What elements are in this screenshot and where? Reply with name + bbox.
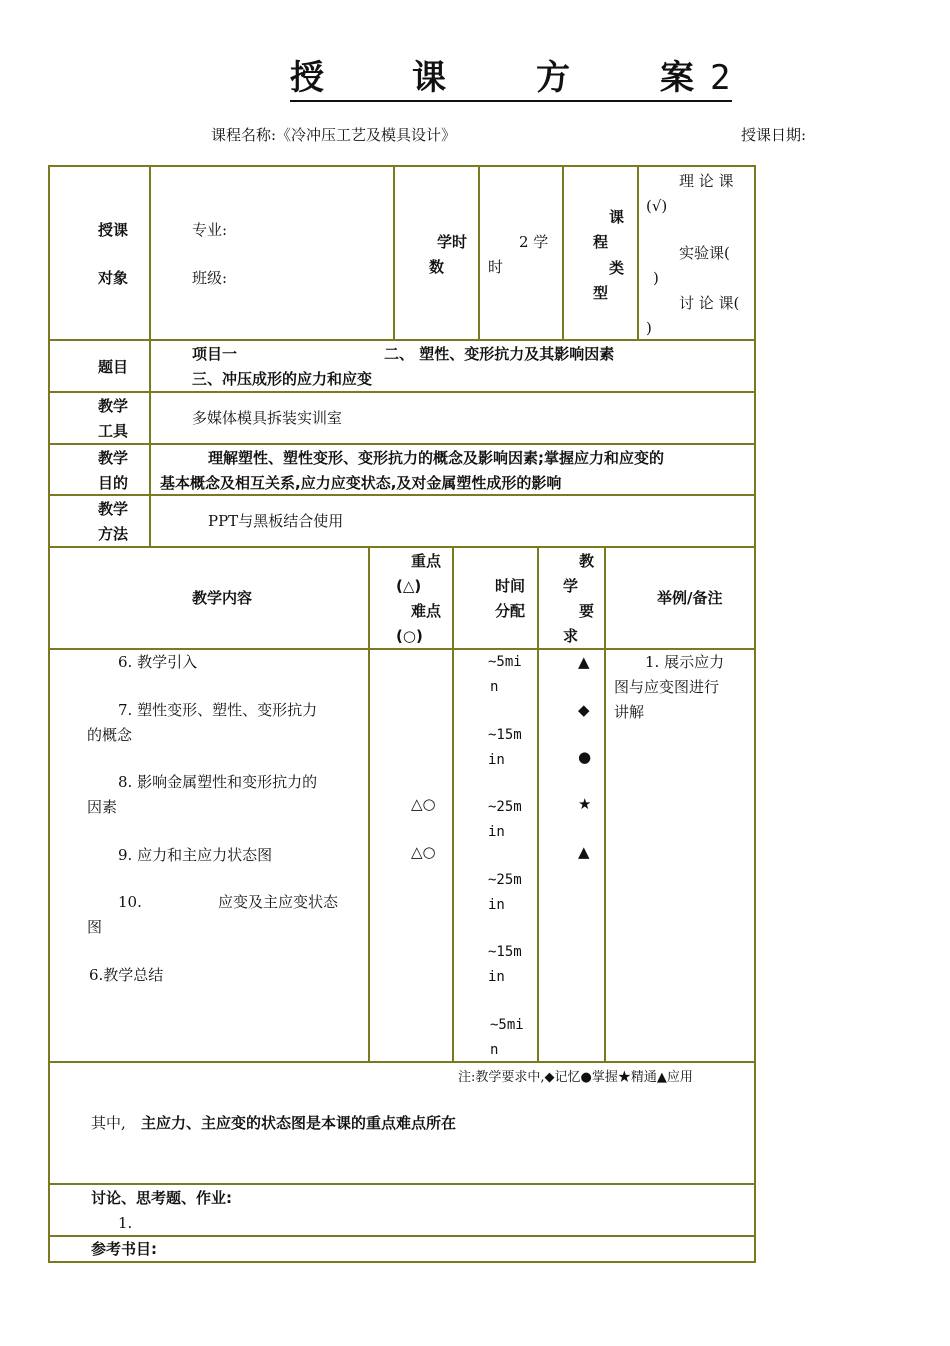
time-item: ~15m xyxy=(488,944,522,960)
req-mark: ◆ xyxy=(578,701,590,719)
content-item: 10. xyxy=(118,893,142,911)
req-mark: ● xyxy=(578,748,592,766)
time-item: in xyxy=(488,969,505,985)
req-header-4: 求 xyxy=(563,627,579,645)
method-label-2: 方法 xyxy=(98,525,129,543)
hours-value-1: 2 学 xyxy=(519,233,549,251)
content-item: 应变及主应变状态 xyxy=(218,893,339,911)
key-mark: △○ xyxy=(411,795,436,813)
time-item: ~25m xyxy=(488,799,522,815)
req-mark: ★ xyxy=(578,795,592,813)
emphasis-text: 主应力、主应变的状态图是本课的重点难点所在 xyxy=(141,1114,457,1132)
type-discussion: 讨 论 课( xyxy=(679,294,740,312)
goal-label-2: 目的 xyxy=(98,474,129,492)
note-header: 举例/备注 xyxy=(657,589,723,607)
class-field: 班级: xyxy=(192,269,228,287)
emphasis-prefix: 其中, xyxy=(91,1114,126,1132)
key-header-2: (△) xyxy=(396,577,422,595)
teaching-date: 授课日期: xyxy=(741,126,807,144)
reference-label: 参考书目: xyxy=(91,1240,157,1258)
key-header-4: (○) xyxy=(396,627,423,645)
content-item: 8. 影响金属塑性和变形抗力的 xyxy=(118,773,318,791)
discussion-label: 讨论、思考题、作业: xyxy=(91,1189,232,1207)
target-label-1: 授课 xyxy=(98,221,129,239)
goal-line-2: 基本概念及相互关系,应力应变状态,及对金属塑性成形的影响 xyxy=(160,474,562,492)
content-item: 因素 xyxy=(87,798,118,816)
goal-line-1: 理解塑性、塑性变形、变形抗力的概念及影响因素;掌握应力和应变的 xyxy=(208,449,665,467)
time-item: ~5mi xyxy=(488,654,522,670)
hours-label-2: 数 xyxy=(429,258,445,276)
type-discussion-close: ) xyxy=(646,319,652,337)
type-label-2: 程 xyxy=(593,233,609,251)
topic-project: 项目一 xyxy=(192,345,238,363)
time-header-2: 分配 xyxy=(495,602,526,620)
content-item: 6.教学总结 xyxy=(89,966,164,984)
content-item: 图 xyxy=(87,918,103,936)
hours-label-1: 学时 xyxy=(437,233,468,251)
footnote: 注:教学要求中,◆记忆●掌握★精通▲应用 xyxy=(458,1070,693,1085)
goal-label-1: 教学 xyxy=(98,449,129,467)
time-item: in xyxy=(488,824,505,840)
content-item: 6. 教学引入 xyxy=(118,653,198,671)
tools-label-2: 工具 xyxy=(98,422,129,440)
time-header-1: 时间 xyxy=(495,577,526,595)
topic-item-2: 二、 塑性、变形抗力及其影响因素 xyxy=(384,345,615,363)
title-char-4: 案 xyxy=(660,58,694,98)
title-number: 2 xyxy=(710,58,731,98)
key-mark: △○ xyxy=(411,843,436,861)
time-item: ~5mi xyxy=(490,1017,524,1033)
note-item: 图与应变图进行 xyxy=(614,678,720,696)
key-header-3: 难点 xyxy=(411,602,442,620)
key-header-1: 重点 xyxy=(411,552,442,570)
type-theory-check: (√) xyxy=(646,197,668,215)
target-label-2: 对象 xyxy=(98,269,129,287)
title-char-2: 课 xyxy=(412,58,446,98)
tools-label-1: 教学 xyxy=(98,397,129,415)
content-item: 的概念 xyxy=(87,726,133,744)
title-char-1: 授 xyxy=(290,58,324,98)
tools-value: 多媒体模具拆装实训室 xyxy=(192,409,343,427)
type-label-3: 类 xyxy=(609,259,625,277)
req-header-2: 学 xyxy=(563,577,579,595)
content-item: 9. 应力和主应力状态图 xyxy=(118,846,273,864)
time-item: n xyxy=(490,1042,499,1058)
title-char-3: 方 xyxy=(536,58,570,98)
note-item: 1. 展示应力 xyxy=(645,653,725,671)
time-item: in xyxy=(488,752,505,768)
type-lab-close: ) xyxy=(653,269,659,287)
method-value: PPT与黑板结合使用 xyxy=(208,512,344,530)
topic-item-3: 三、冲压成形的应力和应变 xyxy=(192,370,373,388)
major-field: 专业: xyxy=(192,221,228,239)
document-title xyxy=(290,56,732,102)
req-mark: ▲ xyxy=(578,653,590,671)
time-item: ~25m xyxy=(488,872,522,888)
note-item: 讲解 xyxy=(614,703,645,721)
req-header-1: 教 xyxy=(579,552,595,570)
hours-value-2: 时 xyxy=(488,258,504,276)
time-item: n xyxy=(490,679,499,695)
type-lab: 实验课( xyxy=(679,244,730,262)
time-item: ~15m xyxy=(488,727,522,743)
type-theory: 理 论 课 xyxy=(679,172,734,190)
topic-label: 题目 xyxy=(98,358,129,376)
type-label-4: 型 xyxy=(593,284,609,302)
time-item: in xyxy=(488,897,505,913)
content-item: 7. 塑性变形、塑性、变形抗力 xyxy=(118,701,318,719)
content-header: 教学内容 xyxy=(192,589,253,607)
req-header-3: 要 xyxy=(579,602,595,620)
req-mark: ▲ xyxy=(578,843,590,861)
discussion-item: 1. xyxy=(118,1214,133,1232)
course-name: 课程名称:《冷冲压工艺及模具设计》 xyxy=(211,126,457,144)
method-label-1: 教学 xyxy=(98,500,129,518)
type-label-1: 课 xyxy=(609,208,625,226)
